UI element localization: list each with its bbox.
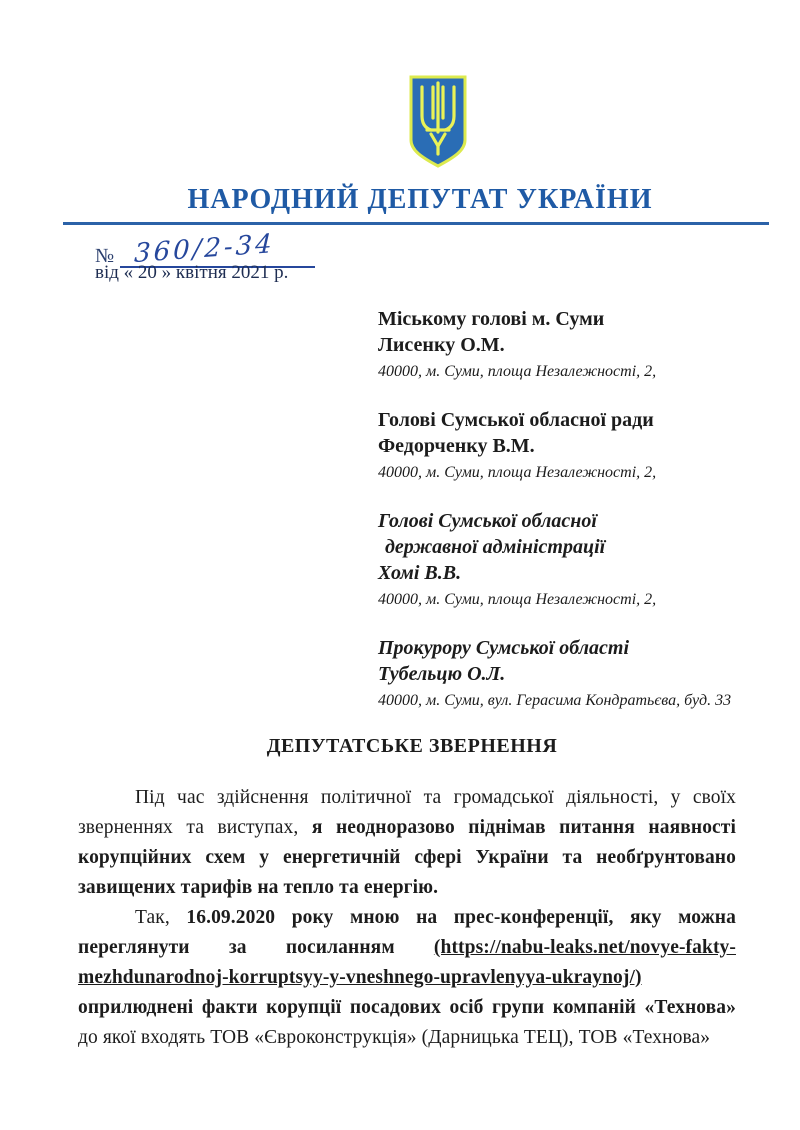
- paragraph-text: Так,: [135, 907, 187, 928]
- ukraine-coat-of-arms-icon: [407, 74, 469, 169]
- addressee-block-mayor: [378, 306, 748, 383]
- letterhead-title: НАРОДНИЙ ДЕПУТАТ УКРАЇНИ: [187, 184, 653, 215]
- addressee-name-line: Міському голові м. Суми: [378, 308, 605, 330]
- addressee-name-line: Лисенку О.М.: [378, 334, 505, 356]
- doc-number-value: 360/2-34: [133, 229, 276, 269]
- letterhead-divider: [63, 222, 769, 225]
- addressee-block-oblast-council: [378, 407, 748, 484]
- hyperlink-text: (https://nabu-leaks.net/novye-fakty-mezhdunarodnoj-korruptsyy-y-vneshnego-upravlenyya-ukraynoj/): [78, 937, 736, 988]
- addressee-address: 40000, м. Суми, вул. Герасима Кондратьєва, буд. 33: [378, 692, 732, 709]
- addressee-address: 40000, м. Суми, площа Незалежності, 2,: [378, 591, 657, 608]
- doc-date: від « 20 » квітня 2021 р.: [95, 262, 289, 283]
- addressee-address: 40000, м. Суми, площа Незалежності, 2,: [378, 363, 657, 380]
- addressee-name-line: Хомі В.В.: [378, 562, 462, 584]
- body-paragraph-1: [78, 783, 736, 903]
- addressee-list: [378, 306, 748, 736]
- addressee-name-line: Тубельцю О.Л.: [378, 663, 506, 685]
- paragraph-text: до якої входять ТОВ «Євроконструкція» (Дарницька ТЕЦ), ТОВ «Технова»: [78, 1027, 711, 1048]
- addressee-block-oblast-administration: [378, 508, 748, 611]
- doc-number-label: №: [95, 245, 115, 267]
- body-paragraph-2: [78, 903, 736, 1053]
- addressee-address: 40000, м. Суми, площа Незалежності, 2,: [378, 464, 657, 481]
- addressee-name-line: державної адміністрації: [385, 536, 606, 558]
- addressee-block-prosecutor: [378, 635, 748, 712]
- addressee-name-line: Голові Сумської обласної: [378, 510, 597, 532]
- document-body: [78, 783, 736, 1053]
- paragraph-text-bold: 16.09.2020 року мною на прес-конференції, яку можна переглянути за посиланням: [78, 907, 736, 958]
- paragraph-text: Під час здійснення політичної та громадської діяльності, у своїх зверненнях та виступах,: [78, 787, 736, 838]
- document-heading: ДЕПУТАТСЬКЕ ЗВЕРНЕННЯ: [266, 735, 558, 757]
- paragraph-text-bold: я неодноразово піднімав питання наявності корупційних схем у енергетичній сфері України та необґрунтовано завищених тарифів на тепло та енергію.: [78, 817, 736, 898]
- paragraph-text-bold: оприлюднені факти корупції посадових осіб групи компаній «Технова»: [78, 997, 736, 1018]
- addressee-name-line: Прокурору Сумської області: [378, 637, 630, 659]
- addressee-name-line: Голові Сумської обласної ради: [378, 409, 654, 431]
- addressee-name-line: Федорченку В.М.: [378, 435, 535, 457]
